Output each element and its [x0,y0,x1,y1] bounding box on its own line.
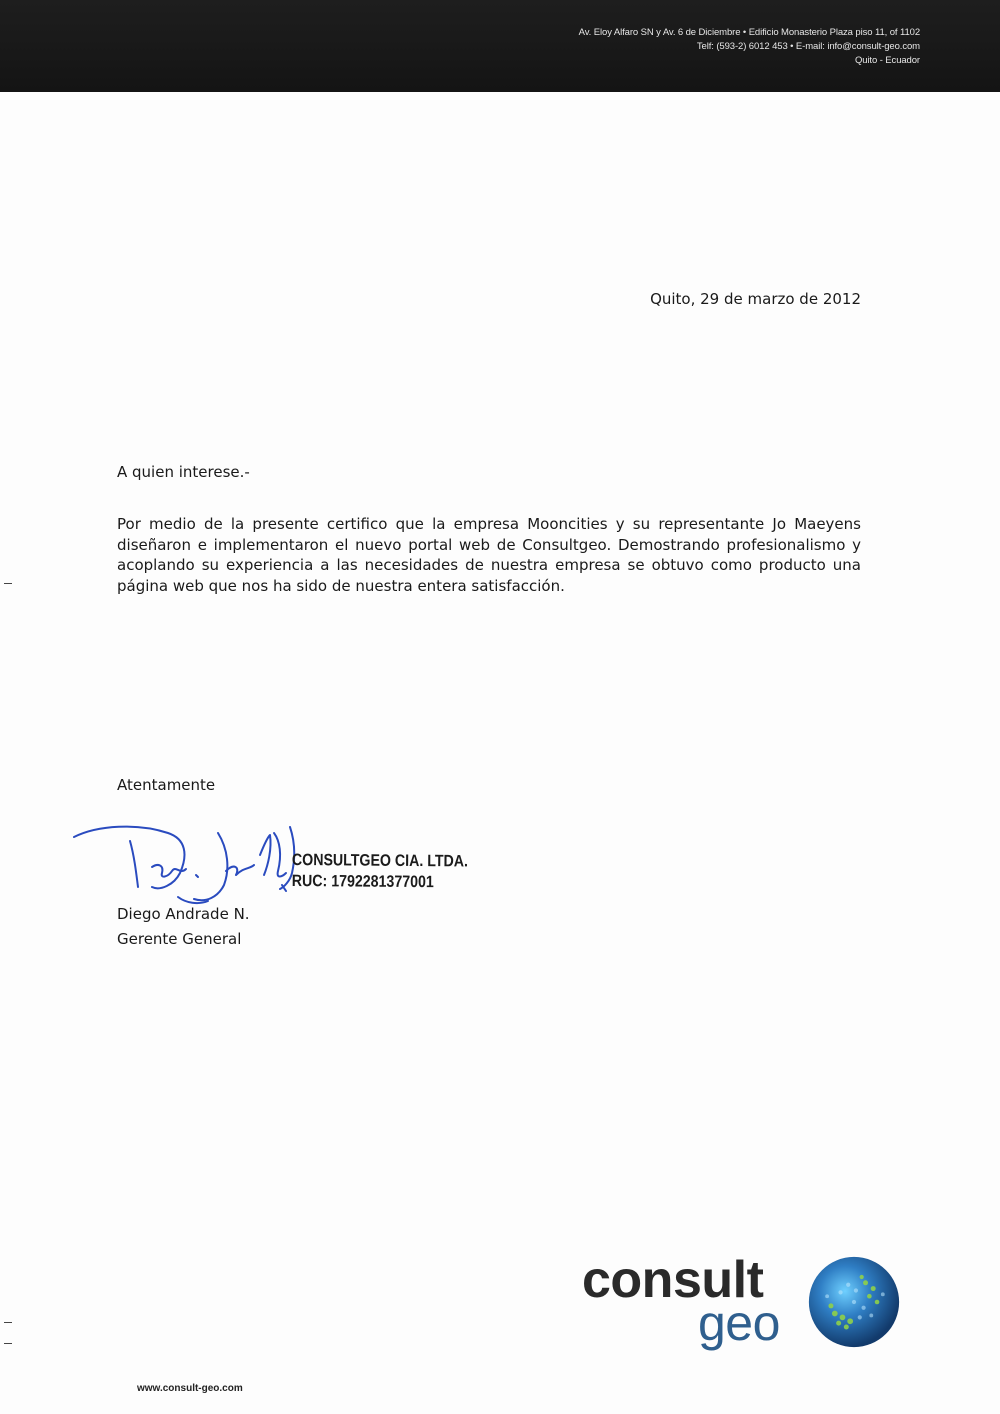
letter-body-line: acoplando su experiencia a las necesidades de nuestra empresa se obtuvo como producto una [117,556,861,574]
logo-word-consult: consult [582,1251,764,1309]
address-line-contact: Telf: (593-2) 6012 453 • E-mail: info@consult-geo.com [696,41,920,52]
scan-margin-mark [4,1343,12,1344]
address-line-city: Quito - Ecuador [854,55,920,66]
letterhead-band [0,0,1000,92]
globe-icon [806,1254,902,1350]
letter-body-line: diseñaron e implementaron el nuevo portal web de Consultgeo. Demostrando profesionalismo y [117,535,861,554]
logo-word-geo: geo [698,1295,780,1351]
consultgeo-logo [582,1248,922,1378]
signer-name: Diego Andrade N. [117,905,250,923]
letter-salutation: A quien interese.- [117,463,250,481]
address-line-street: Av. Eloy Alfaro SN y Av. 6 de Diciembre • Edificio Monasterio Plaza piso 11, of 1102 [578,27,920,38]
stamp-ruc: RUC: 1792281377001 [291,871,434,892]
footer-website: www.consult-geo.com [137,1383,243,1394]
letter-body [117,514,861,596]
scan-margin-mark [4,583,12,584]
letterhead-address [579,26,920,68]
letter-closing: Atentamente [117,776,216,794]
handwritten-signature [68,815,328,915]
letter-body-line: Por medio de la presente certifico que la empresa Mooncities y su representante Jo Maeyens [117,515,861,533]
letter-date: Quito, 29 de marzo de 2012 [650,290,861,308]
scan-margin-mark [4,1322,12,1323]
company-stamp [292,850,468,893]
stamp-company-name: CONSULTGEO CIA. LTDA. [291,851,469,871]
signer-title: Gerente General [117,930,242,948]
letter-body-line: página web que nos ha sido de nuestra entera satisfacción. [117,576,565,595]
